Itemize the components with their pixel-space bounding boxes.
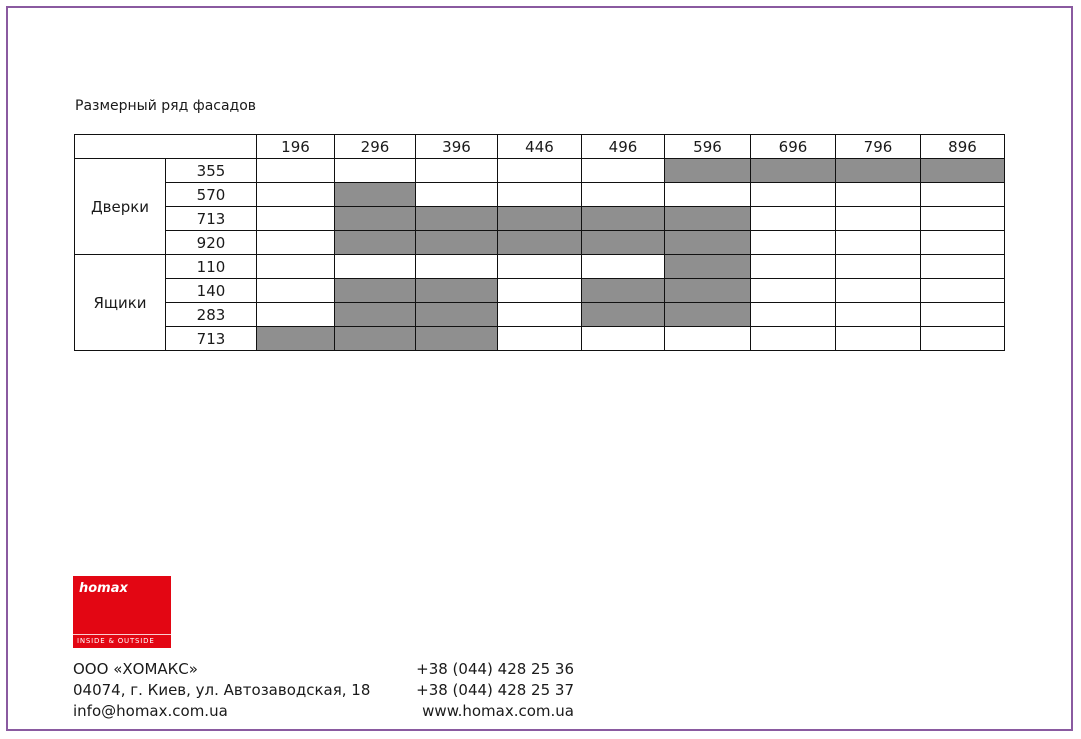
phone-number-2: +38 (044) 428 25 37: [416, 681, 574, 699]
size-cell-empty: [836, 255, 921, 279]
size-cell-empty: [836, 207, 921, 231]
size-cell-available: [665, 255, 751, 279]
size-cell-empty: [836, 279, 921, 303]
size-cell-empty: [498, 255, 582, 279]
size-cell-empty: [751, 183, 836, 207]
phone-number-1: +38 (044) 428 25 36: [416, 660, 574, 678]
size-cell-empty: [582, 255, 665, 279]
company-name: ООО «ХОМАКС»: [73, 660, 198, 678]
size-cell-empty: [257, 231, 335, 255]
size-cell-empty: [751, 255, 836, 279]
size-cell-available: [335, 183, 416, 207]
company-email[interactable]: info@homax.com.ua: [73, 702, 228, 720]
column-header: 196: [257, 135, 335, 159]
size-cell-empty: [921, 303, 1005, 327]
size-cell-empty: [416, 183, 498, 207]
size-cell-empty: [921, 231, 1005, 255]
size-cell-empty: [498, 159, 582, 183]
column-header: 446: [498, 135, 582, 159]
contacts-left: [73, 659, 370, 722]
size-cell-available: [665, 279, 751, 303]
table-row: [75, 231, 1005, 255]
size-cell-available: [665, 207, 751, 231]
size-cell-available: [335, 279, 416, 303]
size-cell-empty: [921, 327, 1005, 351]
size-cell-empty: [257, 159, 335, 183]
column-header: 596: [665, 135, 751, 159]
size-cell-available: [921, 159, 1005, 183]
size-cell-empty: [921, 207, 1005, 231]
size-cell-empty: [416, 255, 498, 279]
table-row: [75, 207, 1005, 231]
size-cell-empty: [751, 279, 836, 303]
size-cell-available: [335, 303, 416, 327]
size-cell-empty: [751, 303, 836, 327]
table-row: [75, 255, 1005, 279]
size-cell-available: [335, 207, 416, 231]
size-cell-empty: [335, 255, 416, 279]
size-cell-empty: [498, 183, 582, 207]
size-cell-available: [751, 159, 836, 183]
logo-wordmark: homax: [79, 581, 128, 596]
size-cell-empty: [582, 183, 665, 207]
size-cell-empty: [416, 159, 498, 183]
column-header: 796: [836, 135, 921, 159]
logo-tagline: INSIDE & OUTSIDE: [77, 637, 155, 645]
size-cell-empty: [751, 327, 836, 351]
table-corner-cell: [75, 135, 257, 159]
size-cell-available: [257, 327, 335, 351]
facade-size-table: [74, 134, 1005, 351]
table-header-row: [75, 135, 1005, 159]
size-cell-available: [335, 231, 416, 255]
size-cell-empty: [665, 327, 751, 351]
column-header: 896: [921, 135, 1005, 159]
column-header: 496: [582, 135, 665, 159]
size-cell-empty: [498, 279, 582, 303]
document-title: Размерный ряд фасадов: [75, 98, 257, 114]
row-height-label: 713: [166, 207, 257, 231]
size-cell-empty: [257, 279, 335, 303]
size-cell-available: [416, 303, 498, 327]
size-cell-empty: [665, 183, 751, 207]
size-cell-empty: [921, 183, 1005, 207]
group-label: Дверки: [75, 159, 166, 255]
row-height-label: 140: [166, 279, 257, 303]
size-cell-empty: [921, 279, 1005, 303]
size-cell-available: [416, 327, 498, 351]
size-cell-empty: [257, 303, 335, 327]
size-cell-available: [665, 159, 751, 183]
size-cell-available: [582, 231, 665, 255]
column-header: 296: [335, 135, 416, 159]
size-cell-empty: [257, 255, 335, 279]
size-cell-empty: [257, 183, 335, 207]
row-height-label: 355: [166, 159, 257, 183]
table-row: [75, 279, 1005, 303]
row-height-label: 283: [166, 303, 257, 327]
size-cell-empty: [836, 303, 921, 327]
size-cell-available: [416, 279, 498, 303]
group-label: Ящики: [75, 255, 166, 351]
size-cell-available: [335, 327, 416, 351]
table-row: [75, 327, 1005, 351]
size-cell-available: [582, 279, 665, 303]
size-cell-empty: [335, 159, 416, 183]
size-cell-empty: [836, 183, 921, 207]
size-cell-empty: [582, 327, 665, 351]
size-cell-empty: [257, 207, 335, 231]
row-height-label: 110: [166, 255, 257, 279]
contacts-right: [414, 659, 574, 722]
size-cell-available: [582, 207, 665, 231]
size-cell-available: [665, 231, 751, 255]
column-header: 396: [416, 135, 498, 159]
size-cell-empty: [751, 207, 836, 231]
column-header: 696: [751, 135, 836, 159]
size-cell-empty: [498, 327, 582, 351]
table-row: [75, 183, 1005, 207]
size-cell-empty: [836, 231, 921, 255]
size-cell-available: [836, 159, 921, 183]
row-height-label: 920: [166, 231, 257, 255]
homax-logo: [73, 576, 171, 648]
size-cell-available: [665, 303, 751, 327]
size-cell-available: [582, 303, 665, 327]
logo-divider: [73, 634, 171, 635]
size-cell-available: [416, 207, 498, 231]
size-cell-available: [416, 231, 498, 255]
size-cell-available: [498, 207, 582, 231]
company-address: 04074, г. Киев, ул. Автозаводская, 18: [73, 681, 371, 699]
size-cell-empty: [751, 231, 836, 255]
size-cell-empty: [582, 159, 665, 183]
size-cell-empty: [836, 327, 921, 351]
table-row: [75, 303, 1005, 327]
size-cell-available: [498, 231, 582, 255]
company-website[interactable]: www.homax.com.ua: [422, 702, 574, 720]
table-row: [75, 159, 1005, 183]
size-cell-empty: [921, 255, 1005, 279]
row-height-label: 570: [166, 183, 257, 207]
row-height-label: 713: [166, 327, 257, 351]
size-cell-empty: [498, 303, 582, 327]
